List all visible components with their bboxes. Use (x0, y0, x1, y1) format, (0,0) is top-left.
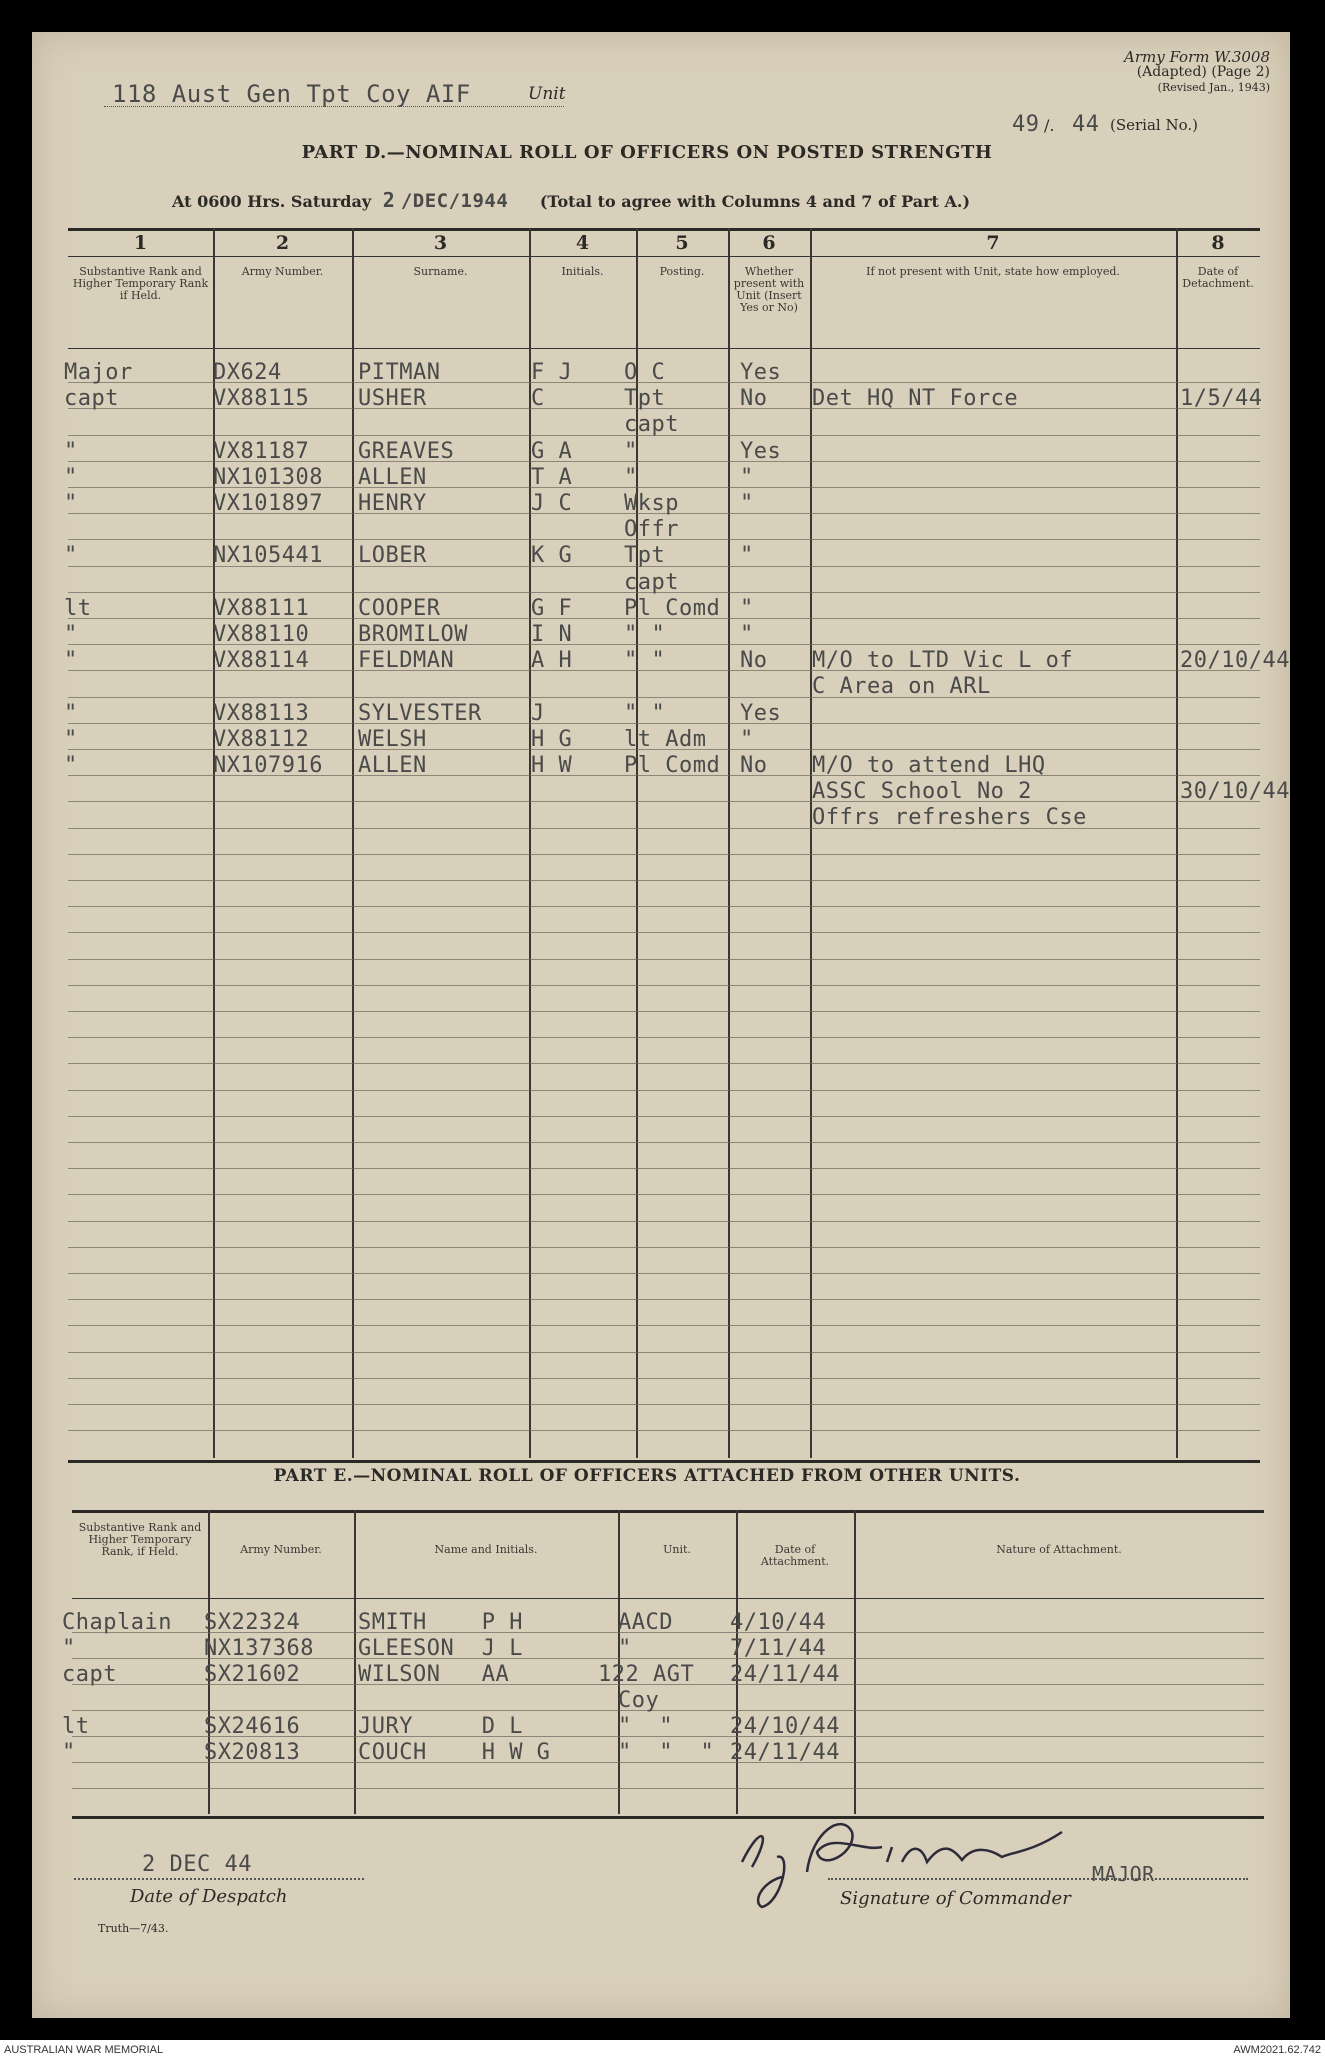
part-e-cell-name: WILSON AA (358, 1662, 510, 1687)
part-e-cell-number: SX24616 (204, 1714, 301, 1739)
part-d-row-rule (68, 880, 1260, 881)
part-d-cell-surname: ALLEN (358, 465, 427, 490)
part-e-cell-rank: " (62, 1636, 76, 1661)
part-d-cell-posting: O C (624, 360, 666, 385)
part-d-cell-posting: Tpt (624, 386, 666, 411)
part-d-row-rule (68, 1142, 1260, 1143)
part-e-cell-number: SX20813 (204, 1740, 301, 1765)
part-d-row-rule (68, 697, 1260, 698)
part-d-row-rule (68, 1352, 1260, 1353)
part-d-cell-employed: M/O to attend LHQ (812, 753, 1046, 778)
part-d-cell-present: No (740, 753, 768, 778)
part-d-cell-date: 30/10/44 (1180, 779, 1290, 804)
part-d-cell-rank: capt (64, 386, 119, 411)
part-d-cell-number: VX88113 (213, 701, 310, 726)
part-d-cell-surname: BROMILOW (358, 622, 468, 647)
at-month-year: /DEC/1944 (400, 190, 509, 212)
part-d-cell-rank: " (64, 701, 78, 726)
part-d-cell-number: DX624 (213, 360, 282, 385)
part-d-bottom-rule (68, 1460, 1260, 1463)
unit-value: 118 Aust Gen Tpt Coy AIF (112, 80, 471, 108)
part-d-cell-rank: " (64, 727, 78, 752)
part-d-cell-surname: USHER (358, 386, 427, 411)
part-d-cell-rank: " (64, 753, 78, 778)
part-d-cell-surname: ALLEN (358, 753, 427, 778)
form-adapted: (Adapted) (Page 2) (1136, 64, 1270, 80)
part-d-col-number: 4 (575, 232, 590, 254)
part-e-col-header: Name and Initials. (434, 1543, 538, 1556)
part-d-cell-number: VX101897 (213, 491, 323, 516)
part-d-row-rule (68, 1063, 1260, 1064)
part-e-cell-name: COUCH H W G (358, 1740, 551, 1765)
part-d-cell-present: No (740, 386, 768, 411)
signature-rank: MAJOR (1092, 1862, 1155, 1886)
part-d-row-rule (68, 906, 1260, 907)
part-d-col-number: 2 (275, 232, 290, 254)
part-e-header-rule (72, 1598, 1264, 1599)
part-d-cell-number: VX88111 (213, 596, 310, 621)
part-d-cell-present: Yes (740, 439, 782, 464)
despatch-dotted-line (74, 1878, 364, 1880)
part-d-cell-surname: WELSH (358, 727, 427, 752)
part-d-row-rule (68, 1037, 1260, 1038)
part-e-cell-name: SMITH P H (358, 1610, 523, 1635)
part-d-col-number: 8 (1211, 232, 1225, 254)
part-d-cell-number: VX88110 (213, 622, 310, 647)
part-d-cell-initials: C (531, 386, 545, 411)
part-d-cell-posting: Tpt (624, 543, 666, 568)
part-e-row-rule (72, 1788, 1264, 1789)
part-d-cell-rank: " (64, 543, 78, 568)
part-e-cell-rank: " (62, 1740, 76, 1765)
archive-footer (0, 2040, 1325, 2061)
part-d-top-rule (68, 228, 1260, 231)
part-e-cell-rank: capt (62, 1662, 117, 1687)
part-d-col-number: 3 (433, 232, 448, 254)
form-revised: (Revised Jan., 1943) (1157, 81, 1270, 94)
part-d-col-header: Whether present with Unit (Insert Yes or No) (733, 265, 805, 314)
part-d-cell-posting: Offr (624, 517, 679, 542)
part-d-cell-posting: Pl Comd (624, 596, 721, 621)
footer-left: AUSTRALIAN WAR MEMORIAL (4, 2044, 164, 2056)
part-d-cell-rank: " (64, 439, 78, 464)
part-e-cell-unit: 122 AGT (598, 1662, 695, 1687)
part-d-number-rule (68, 256, 1260, 257)
part-d-row-rule (68, 1404, 1260, 1405)
part-d-col-header: Posting. (659, 265, 705, 278)
part-e-cell-number: SX21602 (204, 1662, 301, 1687)
part-e-cell-unit: " (618, 1636, 632, 1661)
part-d-cell-present: " (740, 596, 754, 621)
part-d-cell-initials: K G (531, 543, 573, 568)
part-e-cell-unit: " " " (618, 1740, 715, 1765)
printer-note: Truth—7/43. (98, 1922, 169, 1935)
at-suffix: (Total to agree with Columns 4 and 7 of Part A.) (539, 192, 971, 211)
part-d-col-header: If not present with Unit, state how employed. (866, 265, 1120, 278)
part-d-row-rule (68, 1273, 1260, 1274)
part-d-cell-posting: " " (624, 648, 666, 673)
part-e-cell-name: GLEESON J L (358, 1636, 523, 1661)
part-d-col-header: Surname. (413, 265, 468, 278)
part-d-cell-surname: SYLVESTER (358, 701, 482, 726)
part-d-cell-present: No (740, 648, 768, 673)
part-d-cell-number: NX101308 (213, 465, 323, 490)
part-d-cell-posting: " (624, 465, 638, 490)
part-d-col-number: 5 (675, 232, 689, 254)
part-e-cell-date: 24/10/44 (730, 1714, 840, 1739)
part-d-row-rule (68, 1168, 1260, 1169)
signature-label: Signature of Commander (840, 1888, 1071, 1909)
form-identity (1020, 50, 1270, 95)
form-paper (32, 32, 1290, 2018)
part-d-cell-number: NX105441 (213, 543, 323, 568)
despatch-date: 2 DEC 44 (142, 1852, 252, 1877)
part-d-cell-present: Yes (740, 360, 782, 385)
part-d-cell-employed: C Area on ARL (812, 674, 991, 699)
part-d-row-rule (68, 1247, 1260, 1248)
part-d-row-rule (68, 1194, 1260, 1195)
part-d-cell-date: 1/5/44 (1180, 386, 1263, 411)
part-d-cell-surname: COOPER (358, 596, 441, 621)
unit-dotted-line (104, 106, 564, 107)
part-d-cell-present: " (740, 622, 754, 647)
part-d-cell-rank: " (64, 648, 78, 673)
part-d-cell-initials: I N (531, 622, 573, 647)
part-d-cell-posting: capt (624, 570, 679, 595)
form-name: Army Form W.3008 (1124, 48, 1270, 66)
part-d-title: PART D.—NOMINAL ROLL OF OFFICERS ON POSTED STRENGTH (301, 142, 993, 163)
part-d-cell-initials: A H (531, 648, 573, 673)
part-e-cell-rank: Chaplain (62, 1610, 172, 1635)
part-e-cell-name: JURY D L (358, 1714, 523, 1739)
part-d-cell-surname: FELDMAN (358, 648, 455, 673)
part-d-cell-present: " (740, 543, 754, 568)
part-d-cell-posting: " " (624, 622, 666, 647)
part-e-col-header: Unit. (663, 1543, 691, 1556)
at-day: 2 (382, 188, 396, 212)
part-d-row-rule (68, 1299, 1260, 1300)
part-d-row-rule (68, 801, 1260, 802)
part-d-cell-present: " (740, 491, 754, 516)
part-d-cell-posting: Wksp (624, 491, 679, 516)
part-d-row-rule (68, 1221, 1260, 1222)
part-d-col-header: Initials. (561, 265, 604, 278)
part-e-col-header: Army Number. (240, 1543, 322, 1556)
serial-value-1: 49 (1012, 112, 1040, 137)
part-e-cell-rank: lt (62, 1714, 90, 1739)
unit-label: Unit (528, 84, 566, 104)
part-d-cell-posting: Pl Comd (624, 753, 721, 778)
serial-value-2: 44 (1072, 112, 1100, 137)
serial-separator: /. (1044, 116, 1055, 135)
part-d-cell-initials: T A (531, 465, 573, 490)
part-d-cell-employed: ASSC School No 2 (812, 779, 1032, 804)
part-d-cell-posting: " " (624, 701, 666, 726)
part-d-cell-initials: H G (531, 727, 573, 752)
part-d-col-header: Substantive Rank and Higher Temporary Rank if Held. (72, 265, 209, 302)
part-e-cell-date: 24/11/44 (730, 1740, 840, 1765)
part-d-cell-rank: " (64, 465, 78, 490)
part-d-cell-surname: PITMAN (358, 360, 441, 385)
part-d-col-number: 1 (133, 232, 148, 254)
part-e-table (62, 1510, 1264, 1822)
part-d-cell-employed: M/O to LTD Vic L of (812, 648, 1074, 673)
part-e-col-header: Substantive Rank and Higher Temporary Rank, if Held. (78, 1521, 202, 1558)
part-d-cell-employed: Offrs refreshers Cse (812, 805, 1087, 830)
part-d-cell-employed: Det HQ NT Force (812, 386, 1019, 411)
part-d-col-header: Date of Detachment. (1182, 265, 1254, 290)
despatch-date-label: Date of Despatch (130, 1886, 288, 1907)
part-e-cell-unit: Coy (618, 1688, 660, 1713)
part-e-top-rule (72, 1510, 1264, 1513)
serial-label: (Serial No.) (1110, 116, 1198, 134)
part-d-cell-initials: G F (531, 596, 573, 621)
part-d-cell-initials: G A (531, 439, 573, 464)
part-d-cell-initials: J C (531, 491, 573, 516)
part-d-row-rule (68, 1116, 1260, 1117)
part-e-col-divider (854, 1510, 856, 1814)
part-d-row-rule (68, 1011, 1260, 1012)
part-d-cell-rank: Major (64, 360, 133, 385)
part-d-cell-number: VX88114 (213, 648, 310, 673)
part-d-col-header: Army Number. (241, 265, 324, 278)
part-d-cell-number: VX88115 (213, 386, 310, 411)
part-d-cell-rank: " (64, 622, 78, 647)
at-prefix: At 0600 Hrs. Saturday (172, 192, 372, 211)
part-d-cell-initials: H W (531, 753, 573, 778)
part-d-header-rule (68, 348, 1260, 349)
part-d-row-rule (68, 959, 1260, 960)
part-e-row-rule (72, 1710, 1264, 1711)
part-d-cell-initials: F J (531, 360, 573, 385)
part-d-cell-number: VX88112 (213, 727, 310, 752)
part-d-col-number: 7 (986, 232, 1000, 254)
part-d-row-rule (68, 985, 1260, 986)
at-line (172, 188, 970, 212)
part-d-cell-surname: HENRY (358, 491, 427, 516)
part-d-row-rule (68, 1090, 1260, 1091)
part-d-cell-date: 20/10/44 (1180, 648, 1290, 673)
signature-dotted-line (828, 1878, 1248, 1880)
part-d-cell-present: " (740, 465, 754, 490)
part-d-cell-posting: lt Adm (624, 727, 707, 752)
part-d-cell-rank: " (64, 491, 78, 516)
part-e-cell-date: 4/10/44 (730, 1610, 827, 1635)
part-d-row-rule (68, 854, 1260, 855)
part-d-row-rule (68, 932, 1260, 933)
part-d-cell-posting: " (624, 439, 638, 464)
part-d-cell-rank: lt (64, 596, 92, 621)
part-d-cell-present: " (740, 727, 754, 752)
part-e-col-header: Nature of Attachment. (996, 1543, 1122, 1556)
part-d-cell-initials: J (531, 701, 545, 726)
part-d-row-rule (68, 1325, 1260, 1326)
part-d-cell-present: Yes (740, 701, 782, 726)
part-e-title: PART E.—NOMINAL ROLL OF OFFICERS ATTACHED FROM OTHER UNITS. (273, 1466, 1021, 1486)
part-d-cell-number: VX81187 (213, 439, 310, 464)
part-e-cell-number: SX22324 (204, 1610, 301, 1635)
part-e-col-divider (354, 1510, 356, 1814)
part-d-cell-surname: LOBER (358, 543, 427, 568)
part-d-col-number: 6 (762, 232, 776, 254)
part-e-cell-date: 24/11/44 (730, 1662, 840, 1687)
part-d-cell-surname: GREAVES (358, 439, 455, 464)
part-d-row-rule (68, 1430, 1260, 1431)
part-e-cell-unit: AACD (618, 1610, 673, 1635)
part-d-table (64, 228, 1290, 1468)
part-d-cell-number: NX107916 (213, 753, 323, 778)
part-d-cell-posting: capt (624, 412, 679, 437)
part-e-col-header: Date of Attachment. (760, 1543, 830, 1568)
footer-right: AWM2021.62.742 (1233, 2044, 1321, 2056)
part-e-cell-unit: " " (618, 1714, 673, 1739)
part-e-cell-date: 7/11/44 (730, 1636, 827, 1661)
part-e-cell-number: NX137368 (204, 1636, 314, 1661)
part-d-row-rule (68, 1378, 1260, 1379)
